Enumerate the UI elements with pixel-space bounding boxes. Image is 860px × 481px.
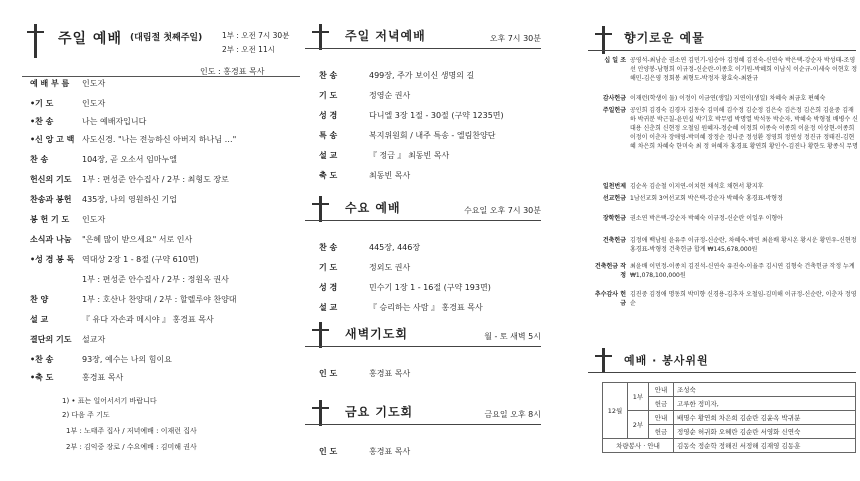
names-cell: 고루한 정미자,	[674, 397, 856, 411]
service-item-row	[319, 170, 569, 182]
service-item-label: 성 경	[319, 111, 338, 120]
role-cell: 안내	[649, 383, 674, 397]
offering-names: 공영석-최남순 권소연 김민기-임승아 김정혜 김진숙-신연숙 박은택-강순자 박성태-조영선 안양봉-남형희 이규정-신순란-이종호 이기원-박혜희 이남식 이순규-이세숙 이현호 정해민-김은영 정회봉 최형도-박정자 황효숙-최완규	[630, 57, 858, 82]
worship-item-value: 1부 : 편성준 안수집사 / 2부 : 최형도 장로	[82, 175, 229, 184]
service-section-time: 금요일 오후 8시	[484, 410, 541, 419]
worship-item-label: •축 도	[30, 373, 54, 382]
offerings-header	[588, 26, 856, 51]
service-item-row	[319, 242, 569, 254]
worship-item-value: 인도자	[82, 99, 106, 108]
sunday-worship-header	[22, 24, 300, 54]
offering-names: 최윤배 이민정-이종치 김진석-신연숙 유진숙-이율주 김시연 김형숙 건축헌금 작정 누계 ₩1,078,100,000원	[630, 263, 855, 279]
worship-item-row	[30, 254, 300, 266]
note-1: 1) • 표는 일어서서기 바랍니다	[62, 397, 157, 405]
worship-item-label: 예 배 부 름	[30, 79, 70, 88]
worship-item-row	[30, 194, 300, 206]
service-section-title: 주일 저녁예배	[345, 29, 426, 43]
worship-item-label: •찬 송	[30, 117, 54, 126]
service-committee-title: 예배 · 봉사위원	[624, 354, 709, 367]
worship-item-value: 93장, 예수는 나의 힘이요	[82, 355, 172, 364]
offering-label: 추수감사 헌 금	[594, 291, 626, 307]
worship-item-value: 인도자	[82, 215, 106, 224]
worship-item-row	[30, 78, 300, 90]
worship-item-value: 설교자	[82, 335, 106, 344]
offering-names: 공인희 김경숙 김경자 김동숙 김미해 김수정 김순정 김은숙 김은정 김은희 김윤중 김재하 박귀분 박근칠-윤민실 박기호 박무엽 박명열 박석동 박순자, 박혜숙 박형철 배병수 신대용 신춘희 신현정 오철임 원혜자-정순혜 이정희 이종숙 이종희 이윤정 이상현-이종희 이정이 이춘자 장애영-박미혜 장정순 정나준 정성환 정영희 정연성 정진규 정태진-김현혜 차은희 차혜숙 한미숙 최 정 허혜자 홍경표 황연희 황인수-김진나 황한도 황종식 무명	[630, 107, 858, 150]
offering-label: 주일헌금	[602, 107, 626, 114]
note-4: 2부 : 김익중 장로 / 수요예배 : 김미해 권사	[66, 443, 197, 451]
service-item-value: 445장, 446장	[369, 243, 421, 252]
service-item-row	[319, 302, 569, 314]
offering-label: 건축헌금 작 정	[594, 263, 626, 279]
sunday-worship-column	[0, 0, 300, 481]
service-item-value: 『 정금 』 최동빈 목사	[369, 151, 450, 160]
vehicle-label-cell: 차량봉사 · 안내	[603, 439, 674, 453]
service-item-row	[319, 150, 569, 162]
service-item-row	[319, 70, 569, 82]
names-cell: 정영순 허귀화 오혜란 김순란 서영화 신연숙	[674, 425, 856, 439]
worship-item-row	[30, 314, 300, 326]
service-section-time: 오후 7시 30분	[489, 34, 541, 43]
service-item-label: 성 경	[319, 283, 338, 292]
service-committee-table	[602, 382, 856, 453]
offering-names: 김순옥 김순철 이지연-이치현 채석호 채현서 황지후	[630, 183, 764, 190]
offering-names: 김진중 김정애 명동희 박미향 신경용-김추자 오철임-김미해 이규정-신순란, 이춘자 정영순	[630, 291, 857, 307]
service-item-label: 설 교	[319, 151, 338, 160]
worship-item-value: 나는 예배자입니다	[82, 117, 147, 126]
service-item-value: 다니엘 3장 1절 - 30절 (구약 1235면)	[369, 111, 504, 120]
service-item-row	[319, 110, 569, 122]
worship-item-label: •신 앙 고 백	[30, 135, 75, 144]
role-cell: 헌금	[649, 425, 674, 439]
service-item-label: 인 도	[319, 369, 338, 378]
worship-item-label: 봉 헌 기 도	[30, 215, 70, 224]
service-section-time: 월 - 토 새벽 5시	[484, 332, 541, 341]
service-section-header	[305, 24, 541, 49]
worship-item-row	[30, 116, 300, 128]
offerings-column	[588, 0, 860, 481]
service-section-header	[305, 322, 541, 347]
service-item-label: 기 도	[319, 91, 338, 100]
worship-item-value: 역대상 2장 1 - 8절 (구약 610면)	[82, 255, 199, 264]
offerings-title: 향기로운 예물	[624, 31, 705, 45]
header-rule	[22, 76, 300, 77]
worship-item-value: 사도신경. "나는 전능하신 아버지 하나님 …"	[82, 135, 237, 144]
offering-names: 1남선교회 3여선교회 박은택-강순자 박혜숙 홍경표-박형정	[630, 195, 783, 202]
service-item-row	[319, 90, 569, 102]
worship-item-row	[30, 234, 300, 246]
worship-item-row	[30, 134, 300, 146]
service-item-label: 특 송	[319, 131, 338, 140]
worship-item-label: 설 교	[30, 315, 49, 324]
other-services-column	[305, 0, 575, 481]
worship-item-value: 홍경표 목사	[82, 373, 124, 382]
service-item-value: 499장, 주가 보이신 생명의 길	[369, 71, 475, 80]
worship-item-value: 1부 : 호산나 찬양대 / 2부 : 할렐루야 찬양대	[82, 295, 237, 304]
names-cell: 배명수 황연희 차은희 김순란 김윤옥 박귀분	[674, 411, 856, 425]
service-item-label: 설 교	[319, 303, 338, 312]
worship-item-label: •찬 송	[30, 355, 54, 364]
service-item-label: 축 도	[319, 171, 338, 180]
service-item-row	[319, 262, 569, 274]
service-section-header	[305, 400, 541, 425]
offering-names: 김정애 백남원 윤유주 이규정-신순란, 차혜숙-박민 최윤배 황시온 황시운 황민우-신현정 홍경표-박형정 건축헌금 합계 ₩145,678,000원	[630, 237, 857, 253]
part-1-cell: 1부	[628, 383, 649, 411]
service-item-label: 인 도	[319, 447, 338, 456]
service-section-title: 금요 기도회	[345, 405, 414, 419]
service-item-value: 『 승리하는 사람 』 홍경표 목사	[369, 303, 483, 312]
service-item-row	[319, 282, 569, 294]
worship-leader: 인도 : 홍경표 목사	[200, 67, 265, 76]
worship-item-row	[30, 154, 300, 166]
service-committee-header	[588, 348, 856, 373]
note-2: 2) 다음 주 기도	[62, 411, 110, 419]
service-time-1: 1부 : 오전 7시 30분	[222, 31, 290, 40]
worship-item-label: •성 경 봉 독	[30, 255, 75, 264]
offering-label: 선교헌금	[602, 195, 626, 202]
service-item-value: 민수기 1장 1 - 16절 (구약 193면)	[369, 283, 491, 292]
offering-label: 건축헌금	[602, 237, 626, 244]
service-item-row	[319, 368, 569, 380]
worship-item-label: 찬송과 봉헌	[30, 195, 72, 204]
worship-item-label: 찬 송	[30, 155, 49, 164]
month-cell: 12월	[603, 383, 628, 439]
role-cell: 헌금	[649, 397, 674, 411]
worship-item-row	[30, 294, 300, 306]
worship-item-value: 1부 : 편성준 안수집사 / 2부 : 정원옥 권사	[82, 275, 229, 284]
part-2-cell: 2부	[628, 411, 649, 439]
worship-item-label: •기 도	[30, 99, 54, 108]
worship-item-value: "은혜 많이 받으세요" 서로 인사	[82, 235, 193, 244]
worship-item-row	[30, 274, 300, 286]
service-item-value: 정영순 권사	[369, 91, 411, 100]
offering-names: 이재런(학생이 둘) 이정이 이금연(생일) 지연이(생일) 차혜숙 최금호 편혜숙	[630, 95, 826, 102]
offering-label: 감사헌금	[602, 95, 626, 102]
service-item-label: 기 도	[319, 263, 338, 272]
offering-label: 일천번제	[602, 183, 626, 190]
worship-item-row	[30, 214, 300, 226]
worship-item-label: 찬 양	[30, 295, 49, 304]
worship-item-row	[30, 354, 300, 366]
service-section-title: 새벽기도회	[345, 327, 408, 341]
worship-item-value: 104장, 곧 오소서 임마누엘	[82, 155, 177, 164]
offering-label: 장학헌금	[602, 215, 626, 222]
offering-label: 십 일 조	[604, 57, 626, 64]
service-item-value: 최동빈 목사	[369, 171, 411, 180]
vehicle-names-cell: 김동숙 정순학 정해진 서정해 김재영 김동훈	[674, 439, 856, 453]
service-item-value: 홍경표 목사	[369, 369, 411, 378]
service-section-header	[305, 196, 541, 221]
worship-item-row	[30, 174, 300, 186]
sunday-worship-subtitle: (대림절 첫째주일)	[130, 33, 203, 43]
names-cell: 조성숙	[674, 383, 856, 397]
worship-item-value: 『 유다 자손과 메시야 』 홍경표 목사	[82, 315, 214, 324]
service-item-label: 찬 송	[319, 71, 338, 80]
service-item-value: 복지위원회 / 내주 특송 - 엘림찬양단	[369, 131, 496, 140]
service-section-time: 수요일 오후 7시 30분	[464, 206, 541, 215]
worship-item-label: 헌신의 기도	[30, 175, 72, 184]
worship-item-label: 소식과 나눔	[30, 235, 72, 244]
worship-item-value: 435장, 나의 영원하신 기업	[82, 195, 177, 204]
service-time-2: 2부 : 오전 11시	[222, 45, 275, 54]
service-section-title: 수요 예배	[345, 201, 401, 215]
offering-names: 권소연 박은택-강순자 박혜숙 이규정-신순란 이일우 이형아	[630, 215, 783, 222]
worship-item-label: 결단의 기도	[30, 335, 72, 344]
service-item-row	[319, 446, 569, 458]
worship-item-row	[30, 98, 300, 110]
note-3: 1부 : 노태주 집사 / 저녁예배 : 이재런 집사	[66, 427, 197, 435]
worship-item-row	[30, 334, 300, 346]
sunday-worship-title: 주일 예배	[58, 31, 122, 47]
role-cell: 안내	[649, 411, 674, 425]
service-item-value: 정외도 권사	[369, 263, 411, 272]
worship-item-value: 인도자	[82, 79, 106, 88]
worship-item-row	[30, 372, 300, 384]
service-item-label: 찬 송	[319, 243, 338, 252]
service-item-value: 홍경표 목사	[369, 447, 411, 456]
service-item-row	[319, 130, 569, 142]
